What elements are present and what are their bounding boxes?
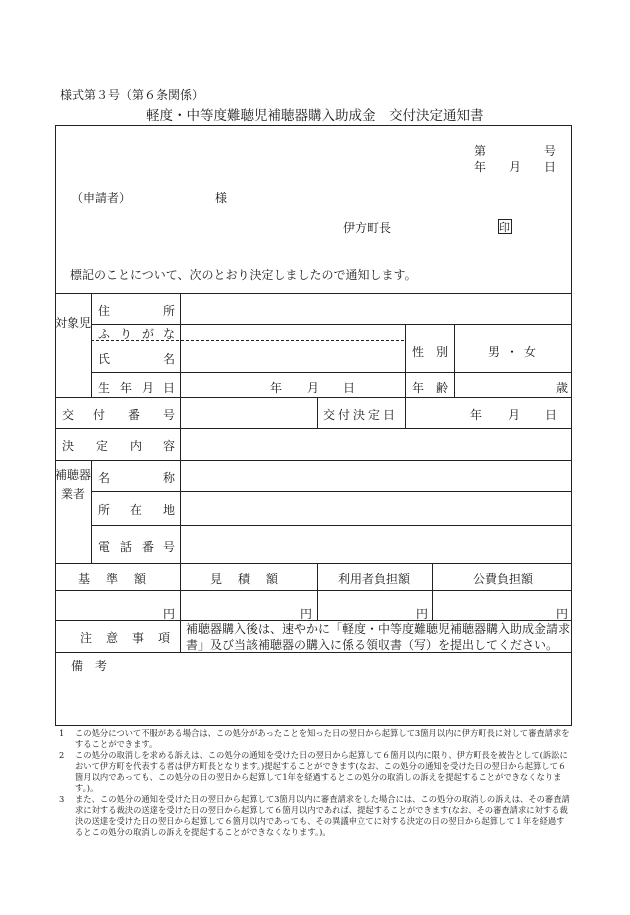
date-nen: 年 bbox=[474, 160, 487, 174]
note-number: 1 bbox=[59, 728, 65, 738]
number-dai: 第 bbox=[474, 144, 487, 158]
applicant-sama: 様 bbox=[215, 191, 228, 205]
address-label-1: 住 bbox=[98, 304, 111, 318]
note-text: また、この処分の通知を受けた日の翌日から起算して3箇月以内に審査請求をした場合には、この処分の取消しの訴えは、その審査請求に対する裁決の送達を受けた日の翌日から起算して６箇月以内であれば、提起することができます(なお、その審査請求に対する裁決の送達を受けた日の翌日から起算して６箇月以内であっても、その異議申立てに対する決定の日の翌日から起算して１年を経過するとこの処分の取消しの訴えを提起することができなくなります。)。 bbox=[75, 794, 570, 837]
note-number: 3 bbox=[59, 794, 65, 804]
birthdate-label-3: 月 bbox=[142, 381, 155, 395]
form-number: 様式第３号（第６条関係） bbox=[60, 88, 205, 102]
vendor-phone-label-3: 番 bbox=[142, 540, 155, 554]
notice-label: 注 意 事 項 bbox=[80, 631, 172, 645]
sex-label: 性 別 bbox=[412, 345, 449, 359]
birth-tsuki: 月 bbox=[307, 381, 320, 395]
seal-mark: 印 bbox=[499, 221, 510, 234]
estimate-amount-label: 見 積 額 bbox=[210, 572, 281, 586]
grant-no-label-2: 付 bbox=[93, 408, 106, 422]
footer-notes bbox=[59, 728, 572, 838]
user-burden-yen: 円 bbox=[416, 607, 429, 621]
vendor-location-label-2: 在 bbox=[130, 503, 143, 517]
notice-text: 補聴器購入後は、速やかに「軽度・中等度難聴児補聴器購入助成金請求書」及び当該補聴器の購入に係る領収書（写）を提出してください。 bbox=[186, 622, 571, 652]
furigana-label-2: り bbox=[120, 327, 133, 341]
date-tsuki: 月 bbox=[509, 160, 522, 174]
note-3 bbox=[59, 794, 572, 838]
address-label-2: 所 bbox=[163, 304, 176, 318]
note-1 bbox=[59, 728, 572, 750]
note-text: この処分について不服がある場合は、この処分があったことを知った日の翌日から起算して3箇月以内に伊方町長に対して審査請求をすることができます。 bbox=[75, 728, 570, 749]
age-label: 年 齢 bbox=[412, 381, 449, 395]
vendor-location-label-1: 所 bbox=[98, 503, 111, 517]
vendor-name-label-1: 名 bbox=[98, 471, 111, 485]
note-text: この処分の取消しを求める訴えは、この処分の通知を受けた日の翌日から起算して６箇月以内に限り、伊方町長を被告として(訴訟において伊方町を代表する者は伊方町長となります。)提起することができます(なお、この処分の通知を受けた日の翌日から起算して６箇月以内であっても、この処分の日の翌日から起算して1年を経過するとこの処分の取消しの訴えを提起することができなくなります。)。 bbox=[75, 750, 568, 793]
birth-nen: 年 bbox=[270, 381, 283, 395]
decision-date-label: 交付決定日 bbox=[323, 408, 399, 422]
note-2 bbox=[59, 750, 572, 794]
furigana-label-3: が bbox=[142, 327, 155, 341]
remarks-label: 備 考 bbox=[71, 659, 108, 673]
grant-no-label-4: 号 bbox=[163, 408, 176, 422]
base-yen: 円 bbox=[163, 607, 176, 621]
birthdate-label-1: 生 bbox=[98, 381, 111, 395]
birthdate-label-4: 日 bbox=[163, 381, 176, 395]
vendor-phone-label-2: 話 bbox=[120, 540, 133, 554]
decision-nen: 年 bbox=[470, 408, 483, 422]
birthdate-label-2: 年 bbox=[120, 381, 133, 395]
furigana-label-4: な bbox=[163, 327, 176, 341]
vendor-location-label-3: 地 bbox=[163, 503, 176, 517]
document-title: 軽度・中等度難聴児補聴器購入助成金 交付決定通知書 bbox=[146, 108, 484, 124]
note-number: 2 bbox=[59, 750, 65, 760]
estimate-yen: 円 bbox=[300, 607, 313, 621]
vendor-phone-label-1: 電 bbox=[98, 540, 111, 554]
vendor-phone-label-4: 号 bbox=[163, 540, 176, 554]
vendor-label: 補聴器業者 bbox=[55, 468, 92, 501]
base-amount-label: 基 準 額 bbox=[78, 572, 149, 586]
user-burden-label: 利用者負担額 bbox=[338, 572, 411, 586]
furigana-label-1: ふ bbox=[98, 327, 111, 341]
intro-text: 標記のことについて、次のとおり決定しましたので通知します。 bbox=[70, 268, 417, 282]
target-child-label: 対象児 bbox=[55, 316, 92, 330]
decision-tsuki: 月 bbox=[508, 408, 521, 422]
grant-no-label-3: 番 bbox=[128, 408, 141, 422]
name-label-2: 名 bbox=[163, 352, 176, 366]
decision-content-label-1: 決 bbox=[62, 439, 75, 453]
decision-content-label-4: 容 bbox=[163, 439, 176, 453]
applicant-label: （申請者） bbox=[71, 191, 132, 205]
public-burden-label: 公費負担額 bbox=[473, 572, 534, 586]
decision-content-label-2: 定 bbox=[96, 439, 109, 453]
number-go: 号 bbox=[544, 144, 557, 158]
sex-options: 男・女 bbox=[488, 345, 543, 359]
issuer-name: 伊方町長 bbox=[343, 221, 392, 235]
grant-no-label-1: 交 bbox=[62, 408, 75, 422]
decision-content-label-3: 内 bbox=[130, 439, 143, 453]
name-label-1: 氏 bbox=[98, 352, 111, 366]
decision-hi: 日 bbox=[545, 408, 558, 422]
birth-hi: 日 bbox=[343, 381, 356, 395]
date-hi: 日 bbox=[544, 160, 557, 174]
vendor-name-label-2: 称 bbox=[163, 471, 176, 485]
age-unit: 歳 bbox=[556, 381, 569, 395]
public-burden-yen: 円 bbox=[556, 607, 569, 621]
